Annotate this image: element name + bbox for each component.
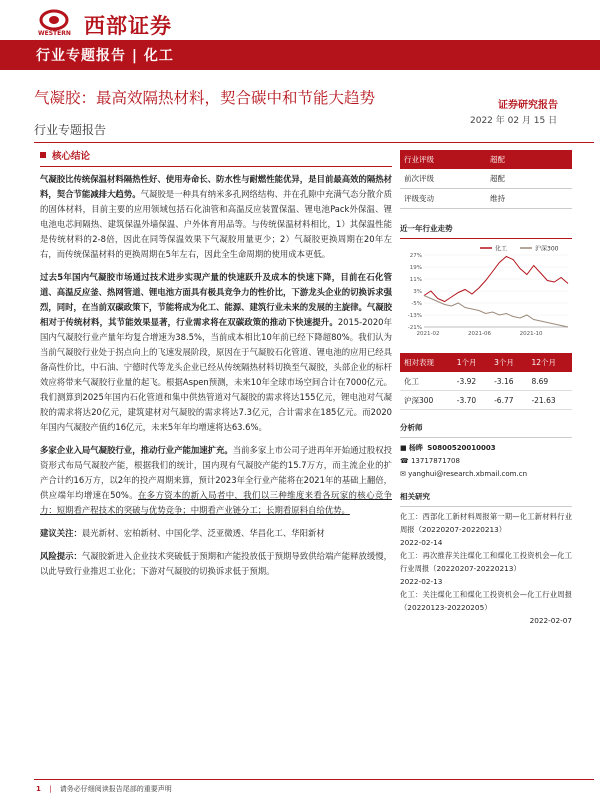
sidebar (400, 150, 572, 628)
related-item-link[interactable]: 化工：西部化工新材料周报第一期—化工新材料行业周报（20220207-20220213） (400, 512, 572, 534)
report-title: 气凝胶：最高效隔热材料，契合碳中和节能大趋势 (34, 89, 376, 107)
table-cell: -3.16 (490, 372, 527, 391)
chart-grid (424, 255, 568, 327)
focus-text: 晨光新材、宏柏新材、中国化学、泛亚微透、华昌化工、华阳新材 (81, 528, 325, 538)
chart-legend (480, 245, 559, 253)
rating-row (400, 169, 572, 189)
analyst-label: 分析师 (400, 423, 423, 432)
risk-paragraph (40, 549, 392, 579)
research-tag: 证券研究报告 (498, 100, 558, 111)
related-label: 相关研究 (400, 492, 430, 501)
performance-table (400, 353, 572, 410)
performance-header-cell: 相对表现 (400, 353, 453, 372)
paragraph-1-body: 气凝胶是一种具有纳米多孔网络结构、并在孔隙中充满气态分散介质的固体材料，目前主要的应用领域包括石化油管和高温反应装置保温、锂电池Pack外保温、锂电池电芯间隔热、建筑保温外墙保温、户外体育用品等。与传统保温材料相比，1）其保温性能是传统材料的2-8倍，因此在同等保温效果下气凝胶用量更少；2）气凝胶更换周期在20年左右，而传统保温材料的更换周期在5年左右，因此全生命周期的使用成本更低。 (40, 189, 393, 259)
paragraph-3 (40, 443, 392, 518)
logo-en-text: WESTERN (38, 30, 71, 37)
table-row (400, 391, 572, 410)
related-item-date: 2022-02-13 (400, 577, 443, 586)
logo-cn-text: 西部证券 (84, 14, 172, 38)
table-cell: 8.69 (527, 372, 572, 391)
rating-row-value: 维持 (490, 194, 505, 203)
rating-row-label: 前次评级 (404, 174, 434, 183)
trend-chart (400, 241, 572, 341)
focus-paragraph (40, 526, 392, 541)
core-conclusion-heading (40, 148, 392, 162)
performance-header-row (400, 353, 572, 372)
paragraph-2 (40, 270, 392, 435)
title-divider (34, 142, 594, 143)
phone-icon: ☎ (400, 457, 411, 465)
analyst-cert: S0800520010003 (427, 444, 496, 452)
rating-header-label: 行业评级 (404, 155, 434, 164)
risk-text: 气凝胶新进入企业技术突破低于预期和产能投放低于预期导致供给端产能释放缓慢，以此导致行业推迟工业化；下游对气凝胶的切换诉求低于预期。 (40, 551, 392, 576)
report-subtitle: 行业专题报告 (34, 123, 107, 137)
chart-y-axis (408, 253, 422, 331)
paragraph-1-lead: 气凝胶比传统保温材料隔热性好、使用寿命长、防水性与耐燃性能优异，是目前最高效的隔热材料，契合节能减排大趋势。 (40, 174, 392, 199)
header-band-label: 行业专题报告 | 化工 (36, 48, 174, 64)
page-number: 1 (36, 785, 41, 793)
related-item-date: 2022-02-14 (400, 538, 443, 547)
report-date: 2022 年 02 月 15 日 (470, 116, 558, 126)
performance-header-cell: 12个月 (527, 353, 572, 372)
table-cell: -3.70 (453, 391, 490, 410)
analyst-name-line (400, 442, 572, 455)
logo (34, 8, 234, 44)
paragraph-3-underlined: 在多方资本的新入局者中，我们以三种维度来看各玩家的核心竞争力：短期看产程技术的突破与优势竞争；中期看产业链分工；长期看原料自给优势。 (40, 490, 393, 515)
x-tick-label: 2021-06 (468, 331, 492, 337)
rating-header-row (400, 150, 572, 169)
footer-disclaimer: 请务必仔细阅读报告尾部的重要声明 (59, 785, 172, 793)
rating-row-value: 超配 (490, 174, 505, 183)
mail-icon: ✉ (400, 470, 409, 478)
footer-divider (34, 779, 594, 780)
analyst-phone-line (400, 455, 572, 468)
related-item-date: 2022-02-07 (529, 616, 572, 625)
paragraph-1 (40, 172, 392, 262)
related-divider (400, 506, 572, 507)
bullet-square-icon (40, 152, 46, 158)
related-item-link[interactable]: 化工：关注煤化工和煤化工投资机会—化工行业周报（20220123-20220205） (400, 590, 572, 612)
core-conclusion-section (40, 148, 392, 587)
performance-header-cell: 3个月 (490, 353, 527, 372)
performance-header-cell: 1个月 (453, 353, 490, 372)
y-tick-label: -21% (407, 325, 422, 331)
paragraph-2-lead: 过去5年国内气凝胶市场通过技术进步实现产量的快速跃升及成本的快速下降，目前在石化管道、高温反应釜、热网管道、锂电池方面具有极具竞争力的性价比，下游龙头企业的切换诉求强烈，同时，在当前双碳政策下，节能将成为化工、能源、建筑行业未来的发展的主旋律。气凝胶相对于传统材料，其节能效果显著，行业需求将在双碳政策的推动下快速提升。 (40, 272, 392, 327)
chart-x-axis (417, 327, 568, 337)
x-tick-label: 2021-02 (416, 331, 440, 337)
table-row (400, 372, 572, 391)
trend-label: 近一年行业走势 (400, 224, 453, 233)
paragraph-3-lead: 多家企业入局气凝胶行业，推动行业产能加速扩充。 (40, 445, 233, 455)
y-tick-label: 27% (409, 253, 422, 259)
legend-label-hs300: 沪深300 (535, 245, 559, 253)
rating-header-value: 超配 (490, 155, 505, 164)
analyst-divider (400, 437, 572, 438)
y-tick-label: 19% (409, 265, 422, 271)
core-divider (40, 166, 392, 167)
person-icon: ■ (400, 444, 409, 452)
risk-label: 风险提示： (40, 551, 82, 561)
y-tick-label: 11% (409, 277, 422, 283)
rating-row-label: 评级变动 (404, 194, 434, 203)
trend-divider (400, 238, 572, 239)
table-cell: -3.92 (453, 372, 490, 391)
related-item-link[interactable]: 化工：再次推荐关注煤化工和煤化工投资机会—化工行业周报（20220207-20220213） (400, 551, 572, 573)
table-cell: 化工 (400, 372, 453, 391)
rating-row (400, 189, 572, 209)
legend-label-chemical: 化工 (495, 245, 508, 253)
y-tick-label: 3% (413, 289, 422, 295)
footer (36, 784, 172, 794)
x-tick-label: 2021-10 (519, 331, 543, 337)
analyst-name: 杨晔 (408, 444, 423, 452)
paragraph-2-body: 2015-2020年国内气凝胶行业产量年均复合增速为38.5%，当前成本相比10年前已经下降超80%。我们认为当前气凝胶行业处于拐点向上的飞速发展阶段，原因在于气凝胶石化管道、锂电池的应用已经具备高性价比，中石油、宁德时代等龙头企业已经从传统隔热材料切换至气凝胶，头部企业的标杆效应将带来气凝胶行业量的起飞。根据Aspen预测，未来10年全球市场空间合计在7000亿元。我们测算到2025年国内石化管道和集中供热管道对气凝胶的需求将达155亿元，锂电池对气凝胶的需求将达20亿元，建筑建材对气凝胶的需求将达7.3亿元，合计需求在185亿元。而2020年国内气凝胶产值约16亿元，未来5年年均增速将达63.6%。 (40, 317, 393, 432)
y-tick-label: -5% (411, 301, 422, 307)
table-cell: -6.77 (490, 391, 527, 410)
analyst-email-link[interactable]: yanghui@research.xbmail.com.cn (408, 470, 528, 478)
table-cell: -21.63 (527, 391, 572, 410)
table-cell: 沪深300 (400, 391, 453, 410)
series-line-hs300 (424, 296, 568, 328)
core-conclusion-label: 核心结论 (52, 151, 91, 162)
analyst-phone: 13717871708 (410, 457, 460, 465)
paragraph-3-body: 当前多家上市公司子进再年开始通过股权投资形式布局气凝胶产能，根据我们的统计，国内现有气凝胶产能约15.7万方，而主流企业的扩产合计约16万方，以2年的投产周期来算，预计2023年全行业产能将在2021年的基础上翻倍，供应端年均增速在50%。 (40, 445, 392, 500)
analyst-email-line (400, 468, 572, 481)
y-tick-label: -13% (407, 313, 422, 319)
footer-separator: | (49, 785, 52, 793)
focus-label: 建议关注： (40, 528, 82, 538)
